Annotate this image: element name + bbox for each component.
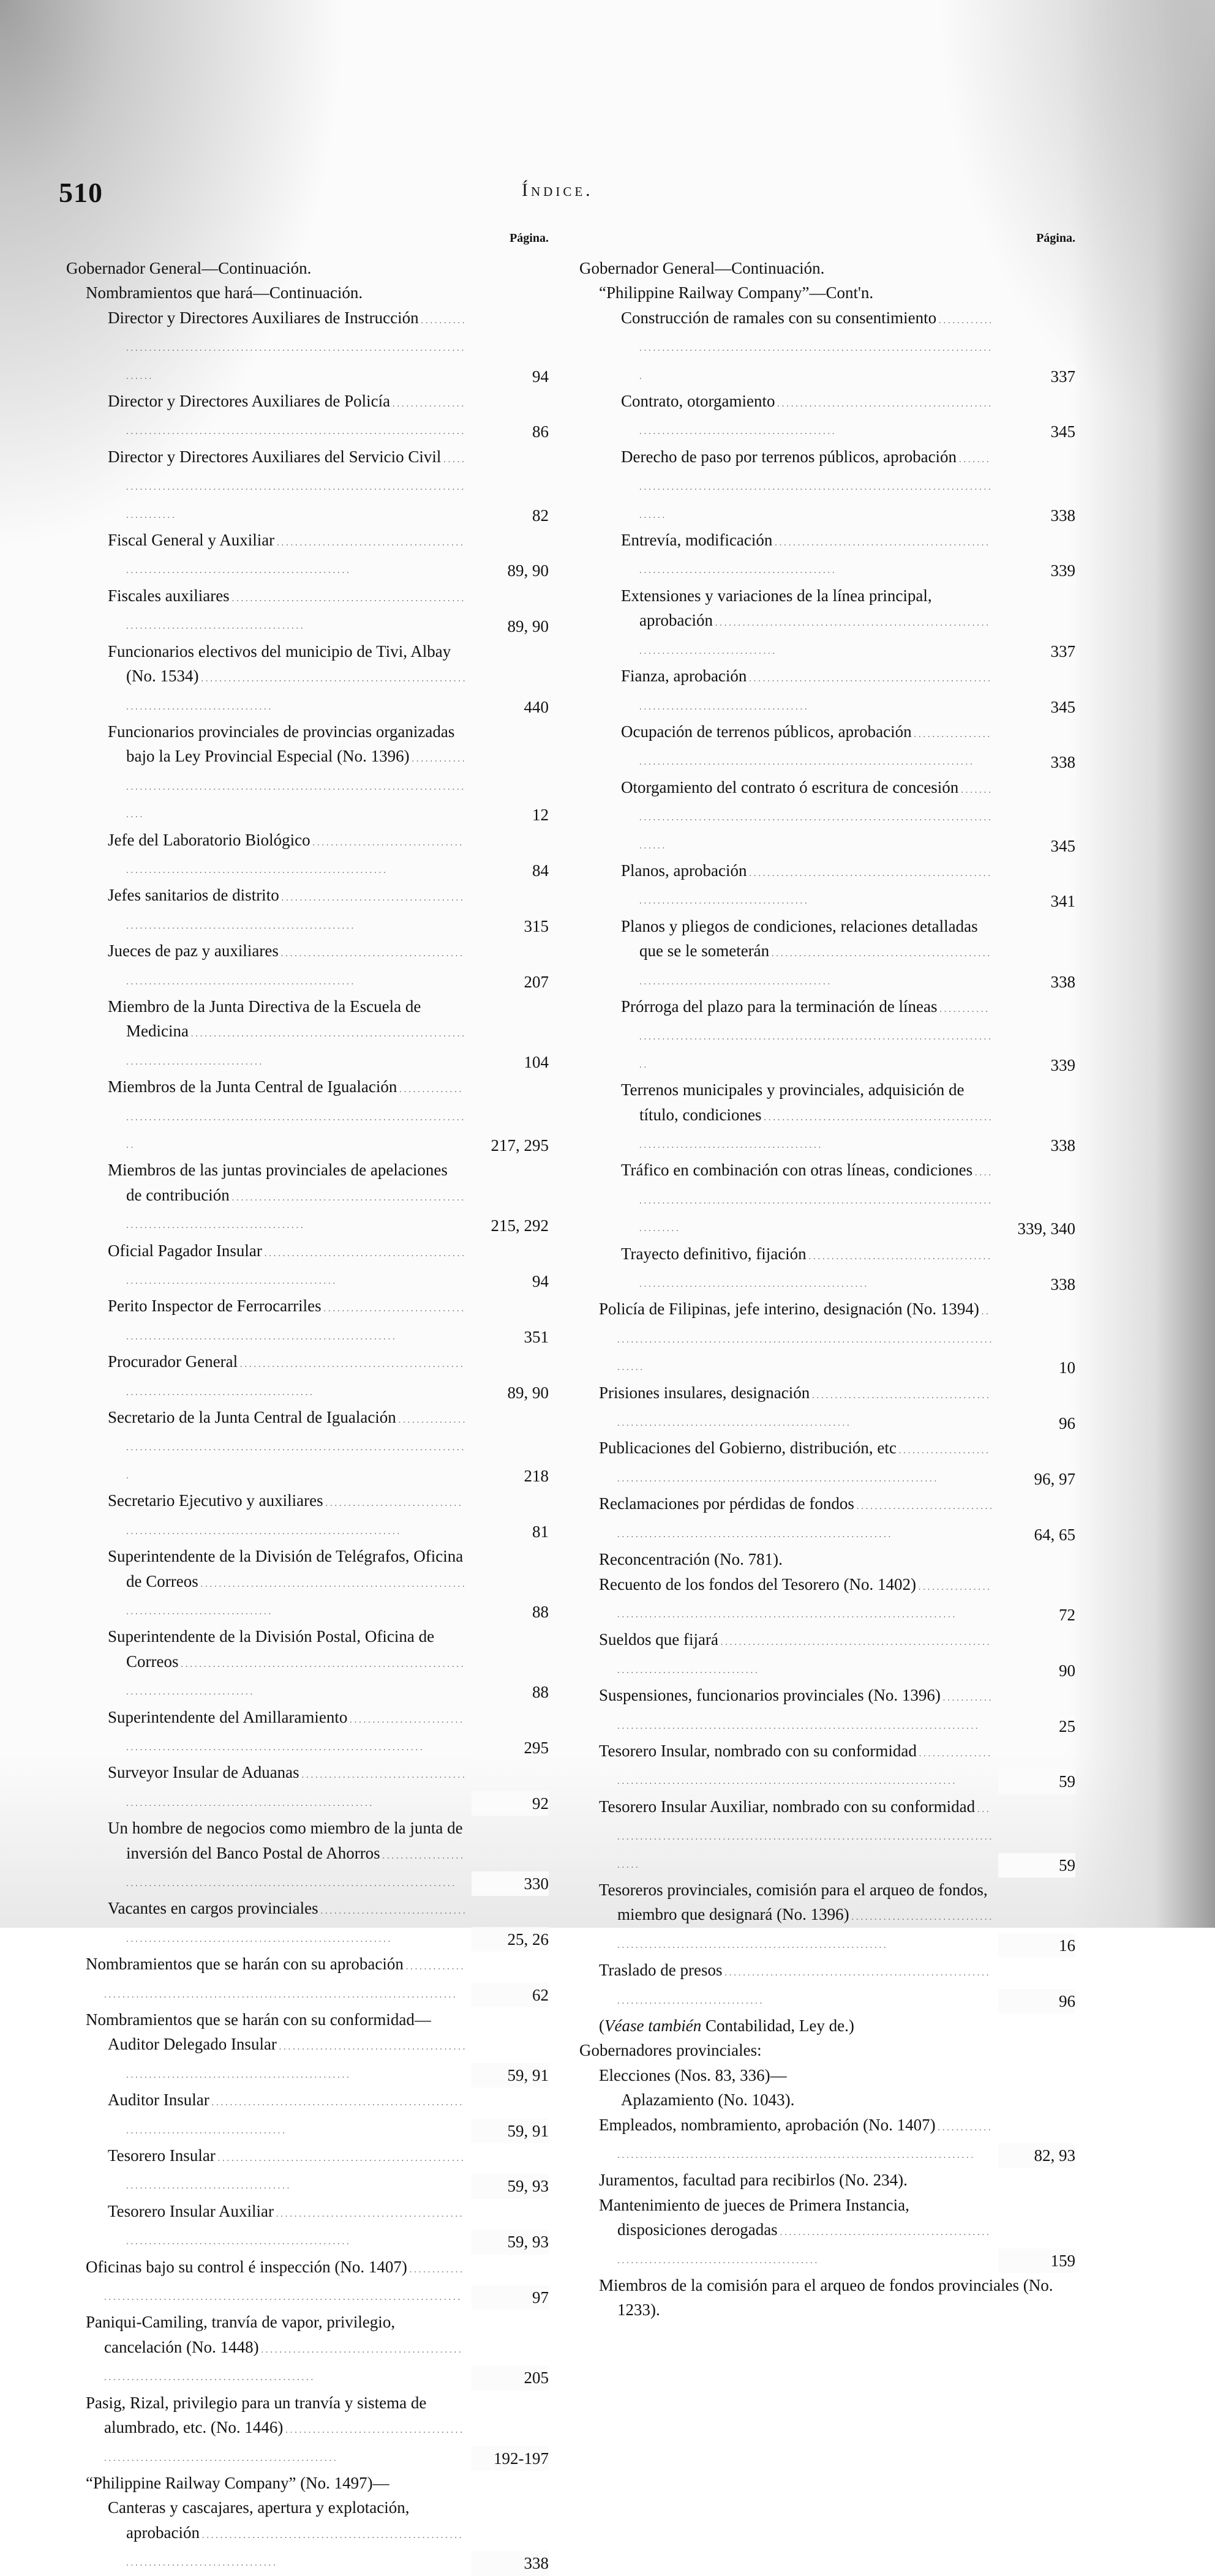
entry-page-number: 351 bbox=[472, 1325, 549, 1349]
index-entry bbox=[66, 2007, 549, 2032]
entry-page-number: 64, 65 bbox=[998, 1522, 1075, 1547]
index-entry bbox=[579, 1547, 1075, 1571]
entry-text: Recuento de los fondos del Tesorero (No. 1402) . . . bbox=[579, 1572, 1075, 1628]
entry-text: Trayecto definitivo, fijación . . . bbox=[579, 1241, 1075, 1297]
entry-page-number: 205 bbox=[472, 2365, 549, 2390]
index-entry bbox=[66, 444, 549, 528]
index-entry bbox=[66, 1816, 549, 1896]
entry-page-number: 81 bbox=[472, 1519, 549, 1544]
entry-list bbox=[66, 256, 549, 2576]
entry-text: Gobernador General—Continuación. bbox=[66, 259, 312, 277]
entry-page-number: 88 bbox=[472, 1600, 549, 1624]
entry-text: Otorgamiento del contrato ó escritura de concesión . . . bbox=[579, 775, 1075, 858]
index-entry bbox=[579, 389, 1075, 444]
entry-page-number: 337 bbox=[998, 364, 1075, 389]
index-entry bbox=[579, 1241, 1075, 1297]
entry-page-number: 341 bbox=[998, 889, 1075, 913]
index-entry bbox=[579, 858, 1075, 914]
entry-page-number: 345 bbox=[998, 695, 1075, 719]
entry-text-part: ( bbox=[599, 2016, 604, 2035]
entry-text: Perito Inspector de Ferrocarriles . . . bbox=[66, 1294, 549, 1349]
entry-page-number: 338 bbox=[998, 970, 1075, 994]
entry-page-number: 89, 90 bbox=[472, 558, 549, 583]
entry-wrapper bbox=[579, 2013, 1075, 2038]
entry-wrapper bbox=[579, 256, 1075, 280]
entry-page-number: 25 bbox=[998, 1714, 1075, 1739]
entry-page-number: 72 bbox=[998, 1603, 1075, 1627]
index-entry bbox=[66, 1488, 549, 1544]
index-entry bbox=[579, 1572, 1075, 1628]
page-number: 510 bbox=[59, 177, 103, 208]
entry-text: Auditor Delegado Insular . . . bbox=[66, 2032, 549, 2087]
entry-page-number: 338 bbox=[998, 1272, 1075, 1297]
entry-text: Superintendente de la División de Telégrafos, Oficina de Correos . . . bbox=[66, 1544, 549, 1624]
index-entry bbox=[66, 2087, 549, 2143]
entry-page-number: 192-197 bbox=[472, 2446, 549, 2471]
entry-page-number: 59 bbox=[998, 1769, 1075, 1794]
index-entry bbox=[66, 305, 549, 389]
index-entry bbox=[579, 583, 1075, 664]
entry-text: Tesorero Insular Auxiliar . . . bbox=[66, 2199, 549, 2255]
index-entry bbox=[66, 1349, 549, 1405]
entry-text: Miembros de la Junta Central de Igualación . . . bbox=[66, 1074, 549, 1158]
index-entry bbox=[66, 2255, 549, 2310]
entry-text: Procurador General . . . bbox=[66, 1349, 549, 1405]
index-entry bbox=[579, 280, 1075, 305]
entry-text: Reclamaciones por pérdidas de fondos . . . bbox=[579, 1491, 1075, 1547]
entry-page-number: 218 bbox=[472, 1464, 549, 1488]
entry-text: Gobernador General—Continuación. bbox=[579, 259, 825, 277]
entry-page-number: 440 bbox=[472, 695, 549, 719]
entry-page-number: 97 bbox=[472, 2285, 549, 2310]
entry-text: Funcionarios electivos del municipio de Tivi, Albay (No. 1534) . . . bbox=[66, 639, 549, 719]
index-entry bbox=[579, 2063, 1075, 2087]
page-column-label: Página. bbox=[1036, 231, 1075, 245]
index-entry bbox=[579, 2087, 1075, 2112]
entry-page-number: 330 bbox=[472, 1871, 549, 1896]
index-entry bbox=[66, 256, 549, 280]
entry-text: Secretario de la Junta Central de Igualación . . . bbox=[66, 1405, 549, 1488]
index-entry bbox=[66, 583, 549, 639]
entry-text: Prórroga del plazo para la terminación de líneas . . . bbox=[579, 994, 1075, 1077]
index-entry bbox=[579, 2273, 1075, 2323]
entry-text: Reconcentración (No. 781). bbox=[599, 1550, 783, 1569]
entry-text: Tesoreros provinciales, comisión para el arqueo de fondos, miembro que designará (No. 1396) . . . bbox=[579, 1878, 1075, 1958]
entry-page-number: 345 bbox=[998, 419, 1075, 444]
index-entry bbox=[66, 528, 549, 583]
entry-text: Director y Directores Auxiliares de Policía . . . bbox=[66, 389, 549, 444]
index-entry bbox=[579, 1878, 1075, 1958]
entry-page-number: 338 bbox=[472, 2551, 549, 2575]
entry-text: Publicaciones del Gobierno, distribución, etc . . . bbox=[579, 1436, 1075, 1491]
entry-page-number: 90 bbox=[998, 1658, 1075, 1683]
entry-page-number: 89, 90 bbox=[472, 614, 549, 638]
index-entry bbox=[66, 1760, 549, 1816]
entry-text: Tesorero Insular, nombrado con su conformidad . . . bbox=[579, 1739, 1075, 1794]
index-entry bbox=[579, 719, 1075, 775]
entry-text: Superintendente de la División Postal, Oficina de Correos . . . bbox=[66, 1624, 549, 1704]
entry-text: Sueldos que fijará . . . bbox=[579, 1627, 1075, 1683]
entry-page-number: 207 bbox=[472, 970, 549, 994]
entry-text: Oficial Pagador Insular . . . bbox=[66, 1238, 549, 1294]
entry-page-number: 159 bbox=[998, 2248, 1075, 2273]
index-entry bbox=[579, 444, 1075, 528]
index-column-left bbox=[66, 231, 549, 2576]
index-entry bbox=[66, 2199, 549, 2255]
entry-text: Contrato, otorgamiento . . . bbox=[579, 389, 1075, 444]
index-entry bbox=[66, 2143, 549, 2199]
index-entry bbox=[579, 305, 1075, 389]
entry-page-number: 16 bbox=[998, 1933, 1075, 1958]
entry-page-number: 92 bbox=[472, 1791, 549, 1816]
entry-text: Miembros de las juntas provinciales de apelaciones de contribución . . . bbox=[66, 1158, 549, 1238]
entry-text: Planos, aprobación . . . bbox=[579, 858, 1075, 914]
index-entry bbox=[66, 1405, 549, 1488]
entry-page-number: 59, 93 bbox=[472, 2174, 549, 2198]
index-entry bbox=[66, 828, 549, 883]
entry-text: Paniqui-Camiling, tranvía de vapor, privilegio, cancelación (No. 1448) . . . bbox=[66, 2310, 549, 2390]
entry-text: Superintendente del Amillaramiento . . . bbox=[66, 1705, 549, 1761]
entry-text: “Philippine Railway Company” (No. 1497)— bbox=[86, 2473, 389, 2492]
index-entry bbox=[579, 664, 1075, 719]
entry-page-number: 338 bbox=[998, 750, 1075, 774]
index-entry bbox=[579, 2038, 1075, 2062]
entry-text: Jefes sanitarios de distrito . . . bbox=[66, 883, 549, 938]
entry-page-number: 104 bbox=[472, 1050, 549, 1074]
entry-page-number: 12 bbox=[472, 803, 549, 827]
entry-text: Extensiones y variaciones de la línea principal, aprobación . . . bbox=[579, 583, 1075, 664]
index-entry bbox=[66, 1074, 549, 1158]
entry-page-number: 339, 340 bbox=[998, 1216, 1075, 1241]
page-column-label: Página. bbox=[510, 231, 549, 245]
index-entry bbox=[66, 2471, 549, 2495]
entry-page-number: 86 bbox=[472, 419, 549, 444]
entry-page-number: 84 bbox=[472, 858, 549, 883]
entry-page-number: 25, 26 bbox=[472, 1927, 549, 1952]
entry-text: Oficinas bajo su control é inspección (No. 1407) . . . bbox=[66, 2255, 549, 2310]
entry-wrapper bbox=[579, 2038, 1075, 2062]
entry-text: Elecciones (Nos. 83, 336)— bbox=[599, 2065, 787, 2084]
entry-wrapper bbox=[579, 2087, 1075, 2112]
entry-page-number: 82, 93 bbox=[998, 2143, 1075, 2168]
index-entry bbox=[579, 775, 1075, 858]
index-entry bbox=[66, 1544, 549, 1624]
entry-text: Gobernadores provinciales: bbox=[579, 2041, 762, 2060]
index-entry bbox=[579, 2168, 1075, 2192]
entry-text bbox=[579, 2013, 1075, 2038]
entry-text: “Philippine Railway Company”—Cont'n. bbox=[599, 283, 874, 302]
entry-page-number: 62 bbox=[472, 1983, 549, 2007]
entry-text: Surveyor Insular de Aduanas . . . bbox=[66, 1760, 549, 1816]
index-entry bbox=[66, 1158, 549, 1238]
entry-page-number: 94 bbox=[472, 1269, 549, 1294]
entry-text: Policía de Filipinas, jefe interino, designación (No. 1394) . . . bbox=[579, 1297, 1075, 1380]
entry-text: Tesorero Insular Auxiliar, nombrado con su conformidad . . . bbox=[579, 1794, 1075, 1878]
index-entry bbox=[579, 1436, 1075, 1491]
entry-wrapper bbox=[579, 280, 1075, 305]
entry-text: Secretario Ejecutivo y auxiliares . . . bbox=[66, 1488, 549, 1544]
index-entry bbox=[579, 528, 1075, 583]
index-entry bbox=[579, 2193, 1075, 2273]
index-entry bbox=[66, 2032, 549, 2087]
entry-text: Terrenos municipales y provinciales, adquisición de título, condiciones . . . bbox=[579, 1077, 1075, 1158]
entry-page-number: 88 bbox=[472, 1680, 549, 1704]
entry-text: Traslado de presos . . . bbox=[579, 1958, 1075, 2013]
entry-page-number: 337 bbox=[998, 639, 1075, 664]
entry-text: Director y Directores Auxiliares del Servicio Civil . . . bbox=[66, 444, 549, 528]
entry-page-number: 339 bbox=[998, 1053, 1075, 1077]
entry-text: Fiscales auxiliares . . . bbox=[66, 583, 549, 639]
index-entry bbox=[579, 1683, 1075, 1739]
index-entry bbox=[579, 1491, 1075, 1547]
index-entry bbox=[579, 1158, 1075, 1241]
index-entry bbox=[66, 389, 549, 444]
index-entry bbox=[579, 994, 1075, 1077]
entry-page-number: 59 bbox=[998, 1853, 1075, 1878]
entry-text-part: Véase también bbox=[604, 2016, 702, 2035]
entry-page-number: 315 bbox=[472, 914, 549, 938]
entry-page-number: 59, 91 bbox=[472, 2063, 549, 2087]
index-entry bbox=[66, 280, 549, 305]
entry-page-number: 82 bbox=[472, 503, 549, 528]
entry-wrapper bbox=[66, 256, 549, 280]
entry-text: Empleados, nombramiento, aprobación (No. 1407) . . . bbox=[579, 2113, 1075, 2168]
entry-wrapper bbox=[579, 2168, 1075, 2192]
index-entry bbox=[579, 914, 1075, 994]
index-entry bbox=[579, 2013, 1075, 2038]
entry-text: Miembro de la Junta Directiva de la Escuela de Medicina . . . bbox=[66, 994, 549, 1074]
entry-text: Fiscal General y Auxiliar . . . bbox=[66, 528, 549, 583]
entry-text: Ocupación de terrenos públicos, aprobación . . . bbox=[579, 719, 1075, 775]
index-entry bbox=[66, 719, 549, 828]
entry-text: Juramentos, facultad para recibirlos (No. 234). bbox=[599, 2171, 908, 2190]
index-entry bbox=[66, 1896, 549, 1952]
entry-text: Nombramientos que se harán con su aprobación . . . bbox=[66, 1952, 549, 2007]
index-column-right bbox=[579, 231, 1075, 2323]
entry-wrapper bbox=[579, 2063, 1075, 2087]
index-entry bbox=[66, 1238, 549, 1294]
entry-page-number: 89, 90 bbox=[472, 1380, 549, 1405]
entry-page-number: 10 bbox=[998, 1355, 1075, 1380]
running-head: Índice. bbox=[522, 180, 593, 200]
entry-text: Pasig, Rizal, privilegio para un tranvía y sistema de alumbrado, etc. (No. 1446) . . . bbox=[66, 2391, 549, 2471]
entry-wrapper bbox=[579, 1547, 1075, 1571]
entry-page-number: 217, 295 bbox=[472, 1133, 549, 1158]
entry-text: Prisiones insulares, designación . . . bbox=[579, 1380, 1075, 1436]
entry-page-number: 339 bbox=[998, 558, 1075, 583]
entry-text: Jueces de paz y auxiliares . . . bbox=[66, 938, 549, 994]
entry-text: Miembros de la comisión para el arqueo de fondos provinciales (No. 1233). bbox=[599, 2276, 1053, 2320]
entry-page-number: 94 bbox=[472, 364, 549, 389]
index-entry bbox=[579, 1627, 1075, 1683]
index-entry bbox=[579, 1077, 1075, 1158]
entry-page-number: 96, 97 bbox=[998, 1467, 1075, 1491]
index-entry bbox=[66, 1705, 549, 1761]
index-entry bbox=[66, 2391, 549, 2471]
entry-wrapper bbox=[66, 280, 549, 305]
entry-text: Nombramientos que hará—Continuación. bbox=[86, 283, 363, 302]
index-entry bbox=[66, 1294, 549, 1349]
entry-page-number: 59, 93 bbox=[472, 2230, 549, 2254]
entry-page-number: 96 bbox=[998, 1411, 1075, 1436]
entry-text: Tesorero Insular . . . bbox=[66, 2143, 549, 2199]
index-entry bbox=[579, 1380, 1075, 1436]
index-entry bbox=[579, 2113, 1075, 2168]
entry-page-number: 215, 292 bbox=[472, 1213, 549, 1238]
entry-page-number: 59, 91 bbox=[472, 2119, 549, 2143]
index-entry bbox=[579, 1739, 1075, 1794]
entry-page-number: 345 bbox=[998, 834, 1075, 858]
index-entry bbox=[579, 1794, 1075, 1878]
entry-page-number: 96 bbox=[998, 1989, 1075, 2013]
entry-page-number: 338 bbox=[998, 503, 1075, 528]
entry-text: Auditor Insular . . . bbox=[66, 2087, 549, 2143]
entry-list bbox=[579, 256, 1075, 2323]
entry-text: Nombramientos que se harán con su conformidad— bbox=[86, 2010, 431, 2029]
entry-text: Entrevía, modificación . . . bbox=[579, 528, 1075, 583]
entry-text: Mantenimiento de jueces de Primera Instancia, disposiciones derogadas . . . bbox=[579, 2193, 1075, 2273]
entry-text: Vacantes en cargos provinciales . . . bbox=[66, 1896, 549, 1952]
index-entry bbox=[66, 994, 549, 1074]
entry-text: Tráfico en combinación con otras líneas, condiciones . . . bbox=[579, 1158, 1075, 1241]
entry-text: Suspensiones, funcionarios provinciales (No. 1396) . . . bbox=[579, 1683, 1075, 1739]
entry-wrapper bbox=[66, 2471, 549, 2495]
entry-text: Un hombre de negocios como miembro de la junta de inversión del Banco Postal de Ahorros . . . bbox=[66, 1816, 549, 1896]
index-entry bbox=[579, 256, 1075, 280]
entry-text: Canteras y cascajares, apertura y explotación, aprobación . . . bbox=[66, 2495, 549, 2575]
entry-text: Fianza, aprobación . . . bbox=[579, 664, 1075, 719]
entry-page-number: 338 bbox=[998, 1133, 1075, 1158]
entry-text: Director y Directores Auxiliares de Instrucción . . . bbox=[66, 305, 549, 389]
index-entry bbox=[66, 639, 549, 719]
entry-text: Aplazamiento (No. 1043). bbox=[621, 2091, 795, 2110]
entry-text: Funcionarios provinciales de provincias organizadas bajo la Ley Provincial Especial (No. 1396) . . . bbox=[66, 719, 549, 828]
index-entry bbox=[66, 1952, 549, 2007]
entry-text: Planos y pliegos de condiciones, relaciones detalladas que se le someterán . . . bbox=[579, 914, 1075, 994]
index-entry bbox=[66, 2495, 549, 2575]
index-entry bbox=[66, 2310, 549, 2390]
index-entry bbox=[579, 1297, 1075, 1380]
entry-wrapper bbox=[66, 2007, 549, 2032]
index-entry bbox=[66, 938, 549, 994]
entry-text: Jefe del Laboratorio Biológico . . . bbox=[66, 828, 549, 883]
entry-page-number: 295 bbox=[472, 1735, 549, 1760]
entry-text: Construcción de ramales con su consentimiento . . . bbox=[579, 305, 1075, 389]
index-entry bbox=[66, 883, 549, 938]
entry-text-part: Contabilidad, Ley de.) bbox=[701, 2016, 854, 2035]
index-entry bbox=[66, 1624, 549, 1704]
entry-wrapper bbox=[579, 2273, 1075, 2323]
entry-text: Derecho de paso por terrenos públicos, aprobación . . . bbox=[579, 444, 1075, 528]
index-entry bbox=[579, 1958, 1075, 2013]
